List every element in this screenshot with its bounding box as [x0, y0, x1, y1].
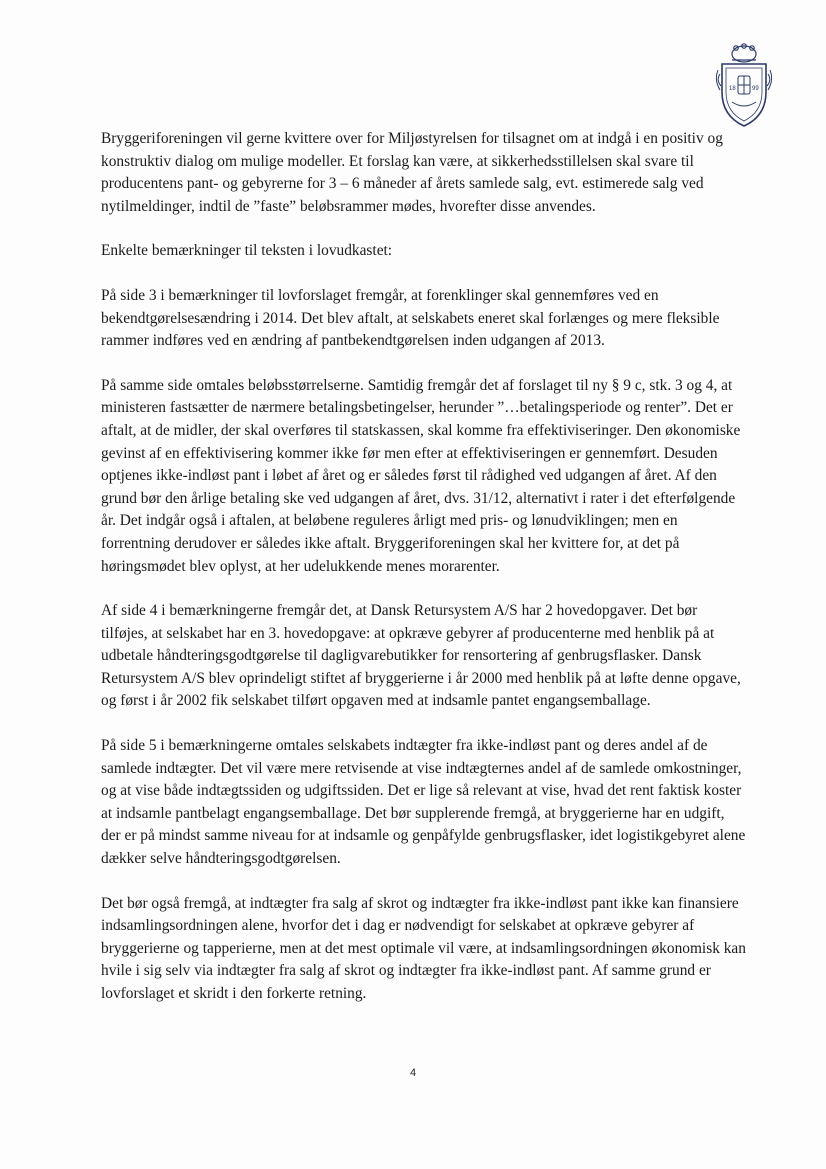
document-body [101, 128, 746, 1028]
svg-text:99: 99 [752, 86, 759, 92]
page-number: 4 [409, 1067, 417, 1079]
paragraph-7: Det bør også fremgå, at indtægter fra salg af skrot og indtægter fra ikke-indløst pant ikke kan finansiere indsamlingsordningen alene, hvorfor det i dag er nødvendigt for selskabet at opkræve gebyrer af bryggerierne og tapperierne, men at det mest optimale vil være, at indsamlingsordningen økonomisk kan hvile i sig selv via indtægter fra salg af skrot og indtægter fra ikke-indløst pant. Af samme grund er lovforslaget et skridt i den forkerte retning. [101, 894, 746, 1002]
crest-logo-icon [712, 40, 776, 130]
paragraph-3: På side 3 i bemærkninger til lovforslaget fremgår, at forenklinger skal gennemføres ved en bekendtgørelsesændring i 2014. Det blev aftalt, at selskabets eneret skal forlænges og mere fleksible rammer indføres ved en ændring af pantbekendtgørelsen inden udgangen af 2013. [101, 286, 720, 350]
paragraph-6: På side 5 i bemærkningerne omtales selskabets indtægter fra ikke-indløst pant og deres andel af de samlede indtægter. Det vil være mere retvisende at vise indtægternes andel af de samlede omkostninger, og at vise både indtægtssiden og udgiftssiden. Det er lige så relevant at vise, hvad det rent faktisk koster at indsamle pantbelagt engangsemballage. Det bør supplerende fremgå, at bryggerierne har en udgift, der er på mindst samme niveau for at indsamle og genpåfylde genbrugsflasker, idet logistikgebyret alene dækker selve håndteringsgodtgørelsen. [101, 737, 746, 868]
paragraph-4: På samme side omtales beløbsstørrelserne. Samtidig fremgår det af forslaget til ny § 9 c, stk. 3 og 4, at ministeren fastsætter de nærmere betalingsbetingelser, herunder ”…betalingsperiode og renter”. Det er aftalt, at de midler, der skal overføres til statskassen, skal komme fra effektiviseringer. Den økonomiske gevinst af en effektivisering kommer ikke før men efter at effektiviseringen er gennemført. Desuden optjenes ikke-indløst pant i løbet af året og er således først til rådighed ved udgangen af året. Af den grund bør den årlige betaling ske ved udgangen af året, dvs. 31/12, alternativt i rater i det efterfølgende år. Det indgår også i aftalen, at beløbene reguleres årligt med pris- og lønudviklingen; men en forrentning derudover er således ikke aftalt. Bryggeriforeningen skal her kvittere for, at det på høringsmødet blev oplyst, at her udelukkende menes morarenter. [101, 376, 741, 575]
svg-text:18: 18 [729, 86, 736, 92]
paragraph-1: Bryggeriforeningen vil gerne kvittere over for Miljøstyrelsen for tilsagnet om at indgå i en positiv og konstruktiv dialog om mulige modeller. Et forslag kan være, at sikkerhedsstillelsen skal svare til producentens pant- og gebyrerne for 3 – 6 måneder af årets samlede salg, evt. estimerede salg ved nytilmeldinger, indtil de ”faste” beløbsrammer mødes, hvorefter disse anvendes. [101, 130, 723, 215]
paragraph-5: Af side 4 i bemærkningerne fremgår det, at Dansk Retursystem A/S har 2 hovedopgaver. Det bør tilføjes, at selskabet har en 3. hovedopgave: at opkræve gebyrer af producenterne med henblik på at udbetale håndteringsgodtgørelse til dagligvarebutikker for rensortering af genbrugsflasker. Dansk Retursystem A/S blev oprindeligt stiftet af bryggerierne i år 2000 med henblik på at løfte denne opgave, og først i år 2002 fik selskabet tilført opgaven med at indsamle pantet engangsemballage. [101, 602, 741, 710]
crest-logo [712, 40, 776, 130]
paragraph-2: Enkelte bemærkninger til teksten i lovudkastet: [101, 242, 393, 260]
